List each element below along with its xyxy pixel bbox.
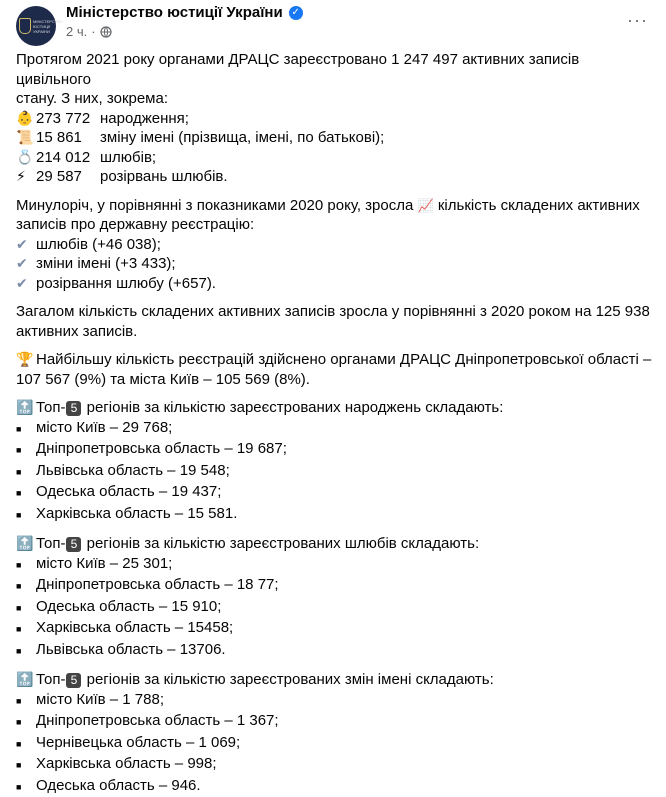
list-item-label: Львівська область – 13706.	[36, 640, 226, 660]
list-item	[16, 754, 652, 776]
list-item	[16, 575, 652, 597]
meta-separator: ·	[91, 24, 95, 39]
list-item-label: місто Київ – 25 301;	[36, 554, 172, 574]
keycap-five-icon: 5	[66, 673, 81, 688]
stat-number: 214 012	[36, 148, 100, 168]
increase-item	[16, 254, 652, 274]
globe-icon	[100, 26, 112, 38]
top5-section-name-changes	[16, 670, 652, 797]
leader-text	[16, 350, 652, 389]
list-item-label: Харківська область – 998;	[36, 754, 217, 774]
check-mark-icon: ✔	[16, 254, 36, 274]
avatar[interactable]	[16, 6, 56, 46]
stat-number: 29 587	[36, 167, 100, 187]
list-item	[16, 418, 652, 440]
square-bullet-icon: ■	[16, 756, 36, 776]
keycap-five-icon: 5	[66, 537, 81, 552]
scroll-icon: 📜	[16, 128, 36, 148]
list-item-label: Дніпропетровська область – 19 687;	[36, 439, 287, 459]
page-name[interactable]	[66, 4, 303, 21]
top5-section-marriages	[16, 534, 652, 661]
stat-label: народження;	[100, 109, 189, 129]
post-time[interactable]: 2 ч.	[66, 24, 87, 39]
list-item	[16, 690, 652, 712]
list-item	[16, 482, 652, 504]
section-title: регіонів за кількістю зареєстрованих народжень складають:	[87, 398, 504, 418]
list-item-label: Одеська область – 19 437;	[36, 482, 221, 502]
compare-line-2: записів про державну реєстрацію:	[16, 216, 254, 233]
square-bullet-icon: ■	[16, 778, 36, 797]
intro-line-2: стану. З них, зокрема:	[16, 90, 168, 107]
list-item-label: Харківська область – 15458;	[36, 618, 233, 638]
square-bullet-icon: ■	[16, 577, 36, 597]
square-bullet-icon: ■	[16, 713, 36, 733]
top5-section-births	[16, 398, 652, 525]
more-options-button[interactable]: ···	[627, 10, 648, 31]
increase-item	[16, 274, 652, 294]
avatar-text: МІНІСТЕРСТВО ЮСТИЦІЇ УКРАЇНИ	[33, 19, 53, 34]
compare-line-1a: Минулоріч, у порівнянні з показниками 2020 року, зросла	[16, 197, 413, 214]
square-bullet-icon: ■	[16, 692, 36, 712]
chart-increasing-icon: 📈	[418, 198, 434, 213]
list-item-label: Харківська область – 15 581.	[36, 504, 237, 524]
top-arrow-icon: 🔝	[16, 670, 36, 690]
total-line-2: активних записів.	[16, 323, 137, 340]
compare-line-1b: кількість складених активних	[438, 197, 640, 214]
baby-icon: 👶	[16, 109, 36, 129]
stat-row	[16, 148, 652, 168]
keycap-five-icon: 5	[66, 401, 81, 416]
lightning-icon: ⚡	[16, 167, 36, 187]
trophy-icon: 🏆	[16, 350, 36, 370]
section-prefix: Топ-	[36, 534, 65, 554]
list-item	[16, 597, 652, 619]
list-item-label: Одеська область – 946.	[36, 776, 201, 796]
increase-label: зміни імені (+3 433);	[36, 254, 176, 274]
list-item	[16, 733, 652, 755]
stat-number: 15 861	[36, 128, 100, 148]
stat-label: розірвань шлюбів.	[100, 167, 228, 187]
square-bullet-icon: ■	[16, 441, 36, 461]
section-prefix: Топ-	[36, 398, 65, 418]
list-item	[16, 640, 652, 662]
leader-line-1: Найбільшу кількість реєстрацій здійснено органами ДРАЦС Дніпропетровської області –	[36, 351, 651, 368]
list-item	[16, 618, 652, 640]
list-item-label: Дніпропетровська область – 18 77;	[36, 575, 279, 595]
square-bullet-icon: ■	[16, 735, 36, 755]
square-bullet-icon: ■	[16, 642, 36, 662]
section-title: регіонів за кількістю зареєстрованих змін імені складають:	[87, 670, 494, 690]
list-item-label: Чернівецька область – 1 069;	[36, 733, 240, 753]
intro-text	[16, 50, 652, 109]
stat-label: шлюбів;	[100, 148, 156, 168]
stat-label: зміну імені (прізвища, імені, по батькові);	[100, 128, 384, 148]
trident-emblem-icon	[19, 18, 31, 34]
square-bullet-icon: ■	[16, 599, 36, 619]
square-bullet-icon: ■	[16, 506, 36, 526]
top-arrow-icon: 🔝	[16, 398, 36, 418]
verified-badge-icon: ✓	[289, 6, 303, 20]
list-item	[16, 776, 652, 797]
square-bullet-icon: ■	[16, 620, 36, 640]
list-item	[16, 711, 652, 733]
list-item	[16, 554, 652, 576]
check-mark-icon: ✔	[16, 235, 36, 255]
square-bullet-icon: ■	[16, 556, 36, 576]
list-item-label: Одеська область – 15 910;	[36, 597, 221, 617]
section-prefix: Топ-	[36, 670, 65, 690]
list-item-label: місто Київ – 29 768;	[36, 418, 172, 438]
page-name-label[interactable]: Міністерство юстиції України	[66, 4, 283, 21]
leader-line-2: 107 567 (9%) та міста Київ – 105 569 (8%).	[16, 371, 310, 388]
list-item-label: місто Київ – 1 788;	[36, 690, 164, 710]
square-bullet-icon: ■	[16, 463, 36, 483]
post-meta	[66, 24, 112, 39]
list-item	[16, 504, 652, 526]
square-bullet-icon: ■	[16, 420, 36, 440]
stat-number: 273 772	[36, 109, 100, 129]
total-line-1: Загалом кількість складених активних записів зросла у порівнянні з 2020 роком на 125 938	[16, 303, 650, 320]
list-item	[16, 439, 652, 461]
ring-icon: 💍	[16, 148, 36, 168]
square-bullet-icon: ■	[16, 484, 36, 504]
increase-item	[16, 235, 652, 255]
intro-line-1: Протягом 2021 року органами ДРАЦС зареєстровано 1 247 497 активних записів цивільного	[16, 51, 579, 88]
section-title: регіонів за кількістю зареєстрованих шлюбів складають:	[87, 534, 480, 554]
compare-text	[16, 196, 652, 235]
post-body	[16, 50, 652, 797]
list-item-label: Дніпропетровська область – 1 367;	[36, 711, 279, 731]
increase-label: шлюбів (+46 038);	[36, 235, 161, 255]
increase-label: розірвання шлюбу (+657).	[36, 274, 216, 294]
check-mark-icon: ✔	[16, 274, 36, 294]
top-arrow-icon: 🔝	[16, 534, 36, 554]
total-text	[16, 302, 652, 341]
list-item-label: Львівська область – 19 548;	[36, 461, 230, 481]
stat-row	[16, 128, 652, 148]
stat-row	[16, 109, 652, 129]
stat-row	[16, 167, 652, 187]
list-item	[16, 461, 652, 483]
